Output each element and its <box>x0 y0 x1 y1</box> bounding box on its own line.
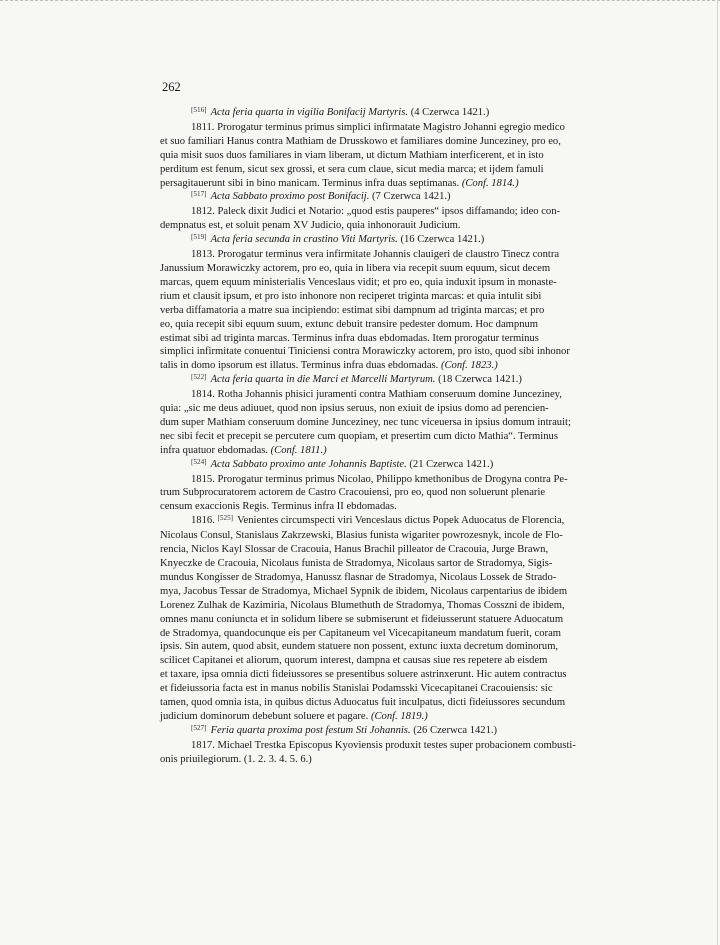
section-marker: [524] <box>191 457 207 466</box>
entry-date: (18 Czerwca 1421.) <box>438 374 522 386</box>
scan-edge-right <box>717 0 718 945</box>
text-line: perditum est fenum, sicut sex grossi, et sera cum claue, sicut media marca; et ijdem famuli <box>160 163 544 175</box>
section-marker: [525] <box>217 514 234 523</box>
entry-title: Acta feria quarta in die Marci et Marcelli Martyrum. <box>210 374 436 386</box>
text-line: rencia, Niclos Kayl Slossar de Cracouia, Hanus Brachil pilleator de Cracouia, Jurge Brawn, <box>160 544 549 556</box>
entry-1811 <box>160 121 657 191</box>
text-line: Lorenez Zulhak de Kazimiria, Nicolaus Blumethuth de Stradomya, Thomas Cosszni de ibidem, <box>160 599 565 611</box>
entry-title: Acta Sabbato proximo ante Johannis Baptiste. <box>210 458 407 470</box>
text-line: persagitauerunt sibi in bino manicam. Terminus infra duas septimanas. <box>160 177 460 189</box>
text-line: simplici infirmitate conuentui Tiniciensi contra Morawiczky actorem, pro isto, quod sibi inhonor <box>160 346 570 358</box>
entry-title: Acta feria quarta in vigilia Bonifacij Martyris. <box>210 107 409 118</box>
text-line: talis in domo ipsorum est illatus. Terminus infra duas ebdomadas. <box>160 360 439 372</box>
text-line: mundus Kongisser de Stradomya, Hanussz flasnar de Stradomya, Nicolaus Lossek de Strado- <box>160 571 557 583</box>
section-marker: [519] <box>191 233 207 242</box>
cross-reference: (Conf. 1823.) <box>440 360 498 372</box>
text-line: Prorogatur terminus primus simplici infirmatate Magistro Johanni egregio medico <box>217 121 565 133</box>
text-line: eo, quia recepit sibi equum suum, extunc debuit transire pedester domum. Hoc dampnum <box>160 318 539 330</box>
entry-date: (21 Czerwca 1421.) <box>409 458 494 470</box>
text-line: Rotha Johannis phisici juramenti contra Mathiam conseruum domine Junceziney, <box>217 389 562 401</box>
entry-1813 <box>160 248 657 373</box>
text-line: Venientes circumspecti viri Venceslaus dictus Popek Aduocatus de Florencia, <box>237 515 565 527</box>
entry-date: (7 Czerwca 1421.) <box>372 191 451 203</box>
entry-title: Feria quarta proxima post festum Sti Johannis. <box>210 724 411 736</box>
entry-number: 1814. <box>191 389 215 401</box>
entry-date: (26 Czerwca 1421.) <box>413 724 498 736</box>
text-line: Paleck dixit Judici et Notario: „quod estis pauperes“ ipsos diffamando; ideo con- <box>217 206 561 218</box>
text-line: Nicolaus Consul, Stanislaus Zakrzewski, Blasius funista wigariter powrozesnyk, incole de Flo- <box>160 530 563 542</box>
text-line: marcas, quem equum ministerialis Venceslaus vidit; et pro eo, quia induxit ipsum in monaste- <box>160 276 557 288</box>
text-line: judicium dominorum debebunt soluere et pagare. <box>160 710 369 722</box>
text-line: et taxare, ipsa omnia dicti fideiussores se presentibus soluere astrinxerunt. Hic autem contractus <box>160 669 567 681</box>
text-line: scilicet Capitanei et aliorum, quorum interest, dampna et causas siue res repetere ab eisdem <box>160 655 548 667</box>
entry-number: 1815. <box>191 473 215 485</box>
entry-heading-522 <box>160 373 657 388</box>
entry-number: 1811. <box>191 121 215 133</box>
entry-number: 1812. <box>191 206 215 218</box>
text-line: infra quatuor ebdomadas. <box>160 444 268 456</box>
entry-heading-519 <box>160 233 657 248</box>
text-line: nec sibi fecit et precepit se percutere cum quopiam, et presertim cum dicto Mathia“. Terminus <box>160 430 558 442</box>
cross-reference: (Conf. 1819.) <box>370 710 428 722</box>
text-line: mya, Jacobus Tessar de Stradomya, Michael Sypnik de ibidem, Nicolaus carpentarius de ibidem <box>160 585 568 597</box>
entry-title: Acta feria secunda in crastino Viti Martyris. <box>210 234 398 246</box>
text-line: quia misit suos duos familiares in viam liberam, ut dictum Mathiam interficerent, et in isto <box>160 149 544 161</box>
text-line: ipsis. Sin autem, quod absit, eundem statuere non possent, extunc iuxta decretum dominorum, <box>160 641 559 653</box>
text-line: trum Subprocuratorem actorem de Castro Cracouiensi, pro eo, quod non soluerunt plenarie <box>160 487 546 499</box>
text-line: censum exaccionis Regis. Terminus infra II ebdomadas. <box>160 501 397 513</box>
entry-number: 1816. <box>191 515 215 527</box>
scan-edge-top <box>0 0 720 2</box>
text-line: Prorogatur terminus primus Nicolao, Philippo kmethonibus de Drogyna contra Pe- <box>217 473 568 485</box>
section-marker: [517] <box>191 190 207 199</box>
entry-1815 <box>160 473 657 515</box>
entry-date: (4 Czerwca 1421.) <box>410 107 490 118</box>
document-body <box>160 106 657 767</box>
text-line: dum super Mathiam conseruum domine Junceziney, nec tunc viceuersa in ipsius domum intrauit; <box>160 416 571 428</box>
entry-1814 <box>160 388 657 458</box>
entry-title: Acta Sabbato proximo post Bonifacij. <box>210 191 370 203</box>
cross-reference: (Conf. 1814.) <box>461 177 519 189</box>
entry-1812 <box>160 205 657 233</box>
entry-date: (16 Czerwca 1421.) <box>400 234 485 246</box>
text-line: et suo familiari Hanus contra Mathiam de Drusskowo et familiares domine Junceziney, pro eo, <box>160 135 561 147</box>
text-line: Prorogatur terminus vera infirmitate Johannis clauigeri de claustro Tinecz contra <box>217 249 560 261</box>
page-number: 262 <box>162 80 181 94</box>
entry-1816 <box>160 514 657 724</box>
text-line: et fideiussoria facta est in manus nobilis Stanislai Podamsski Vicecapitanei Cracouiensis: sic <box>160 683 553 695</box>
entry-number: 1813. <box>191 249 215 261</box>
text-line: omnes manu coniuncta et in solidum libere se submiserunt et fideiusserunt statuere Aduocatum <box>160 613 564 625</box>
text-line: quia: „sic me deus adiuuet, quod non ipsius seruus, non exiuit de ipsius domo ad perencien- <box>160 403 549 415</box>
entry-number: 1817. <box>191 739 215 751</box>
text-line: Janussium Morawiczky actorem, pro eo, quia in libera via recepit suum equum, sicut decem <box>160 262 551 274</box>
cross-reference: (Conf. 1811.) <box>270 444 327 456</box>
text-line: dempnatus est, et soluit penam XV Judicio, quia inhonorauit Judicium. <box>160 220 461 232</box>
entry-heading-527 <box>160 724 657 739</box>
entry-heading-524 <box>160 458 657 473</box>
text-line: rium et clausit ipsum, et pro isto inhonore non reciperet triginta marcas: et quia intulit sibi <box>160 290 542 302</box>
text-line: verba diffamatoria a matre sua incipiendo: estimat sibi dampnum ad triginta marcas; et pro <box>160 304 545 316</box>
entry-heading-517 <box>160 190 657 205</box>
text-line: onis priuilegiorum. (1. 2. 3. 4. 5. 6.) <box>160 753 312 765</box>
section-marker: [522] <box>191 373 207 382</box>
entry-heading-516 <box>160 106 657 121</box>
text-line: Knyeczke de Cracouia, Nicolaus funista de Stradomya, Nicolaus sartor de Stradomya, Sigis- <box>160 558 553 569</box>
text-line: Michael Trestka Episcopus Kyoviensis produxit testes super probacionem combusti- <box>217 739 576 751</box>
section-marker: [527] <box>191 723 207 732</box>
section-marker: [516] <box>191 106 207 114</box>
text-line: tamen, quod omnia ista, in quibus dictus Aduocatus fuit inculpatus, dicti fideiussores secundum <box>160 697 566 709</box>
text-line: estimat sibi ad triginta marcas. Terminus infra duas ebdomadas. Item prorogatur terminus <box>160 332 539 344</box>
text-line: de Stradomya, quandocunque eis per Capitaneum vel Vicecapitaneum mandatum fuerit, coram <box>160 627 562 639</box>
entry-1817 <box>160 739 657 767</box>
